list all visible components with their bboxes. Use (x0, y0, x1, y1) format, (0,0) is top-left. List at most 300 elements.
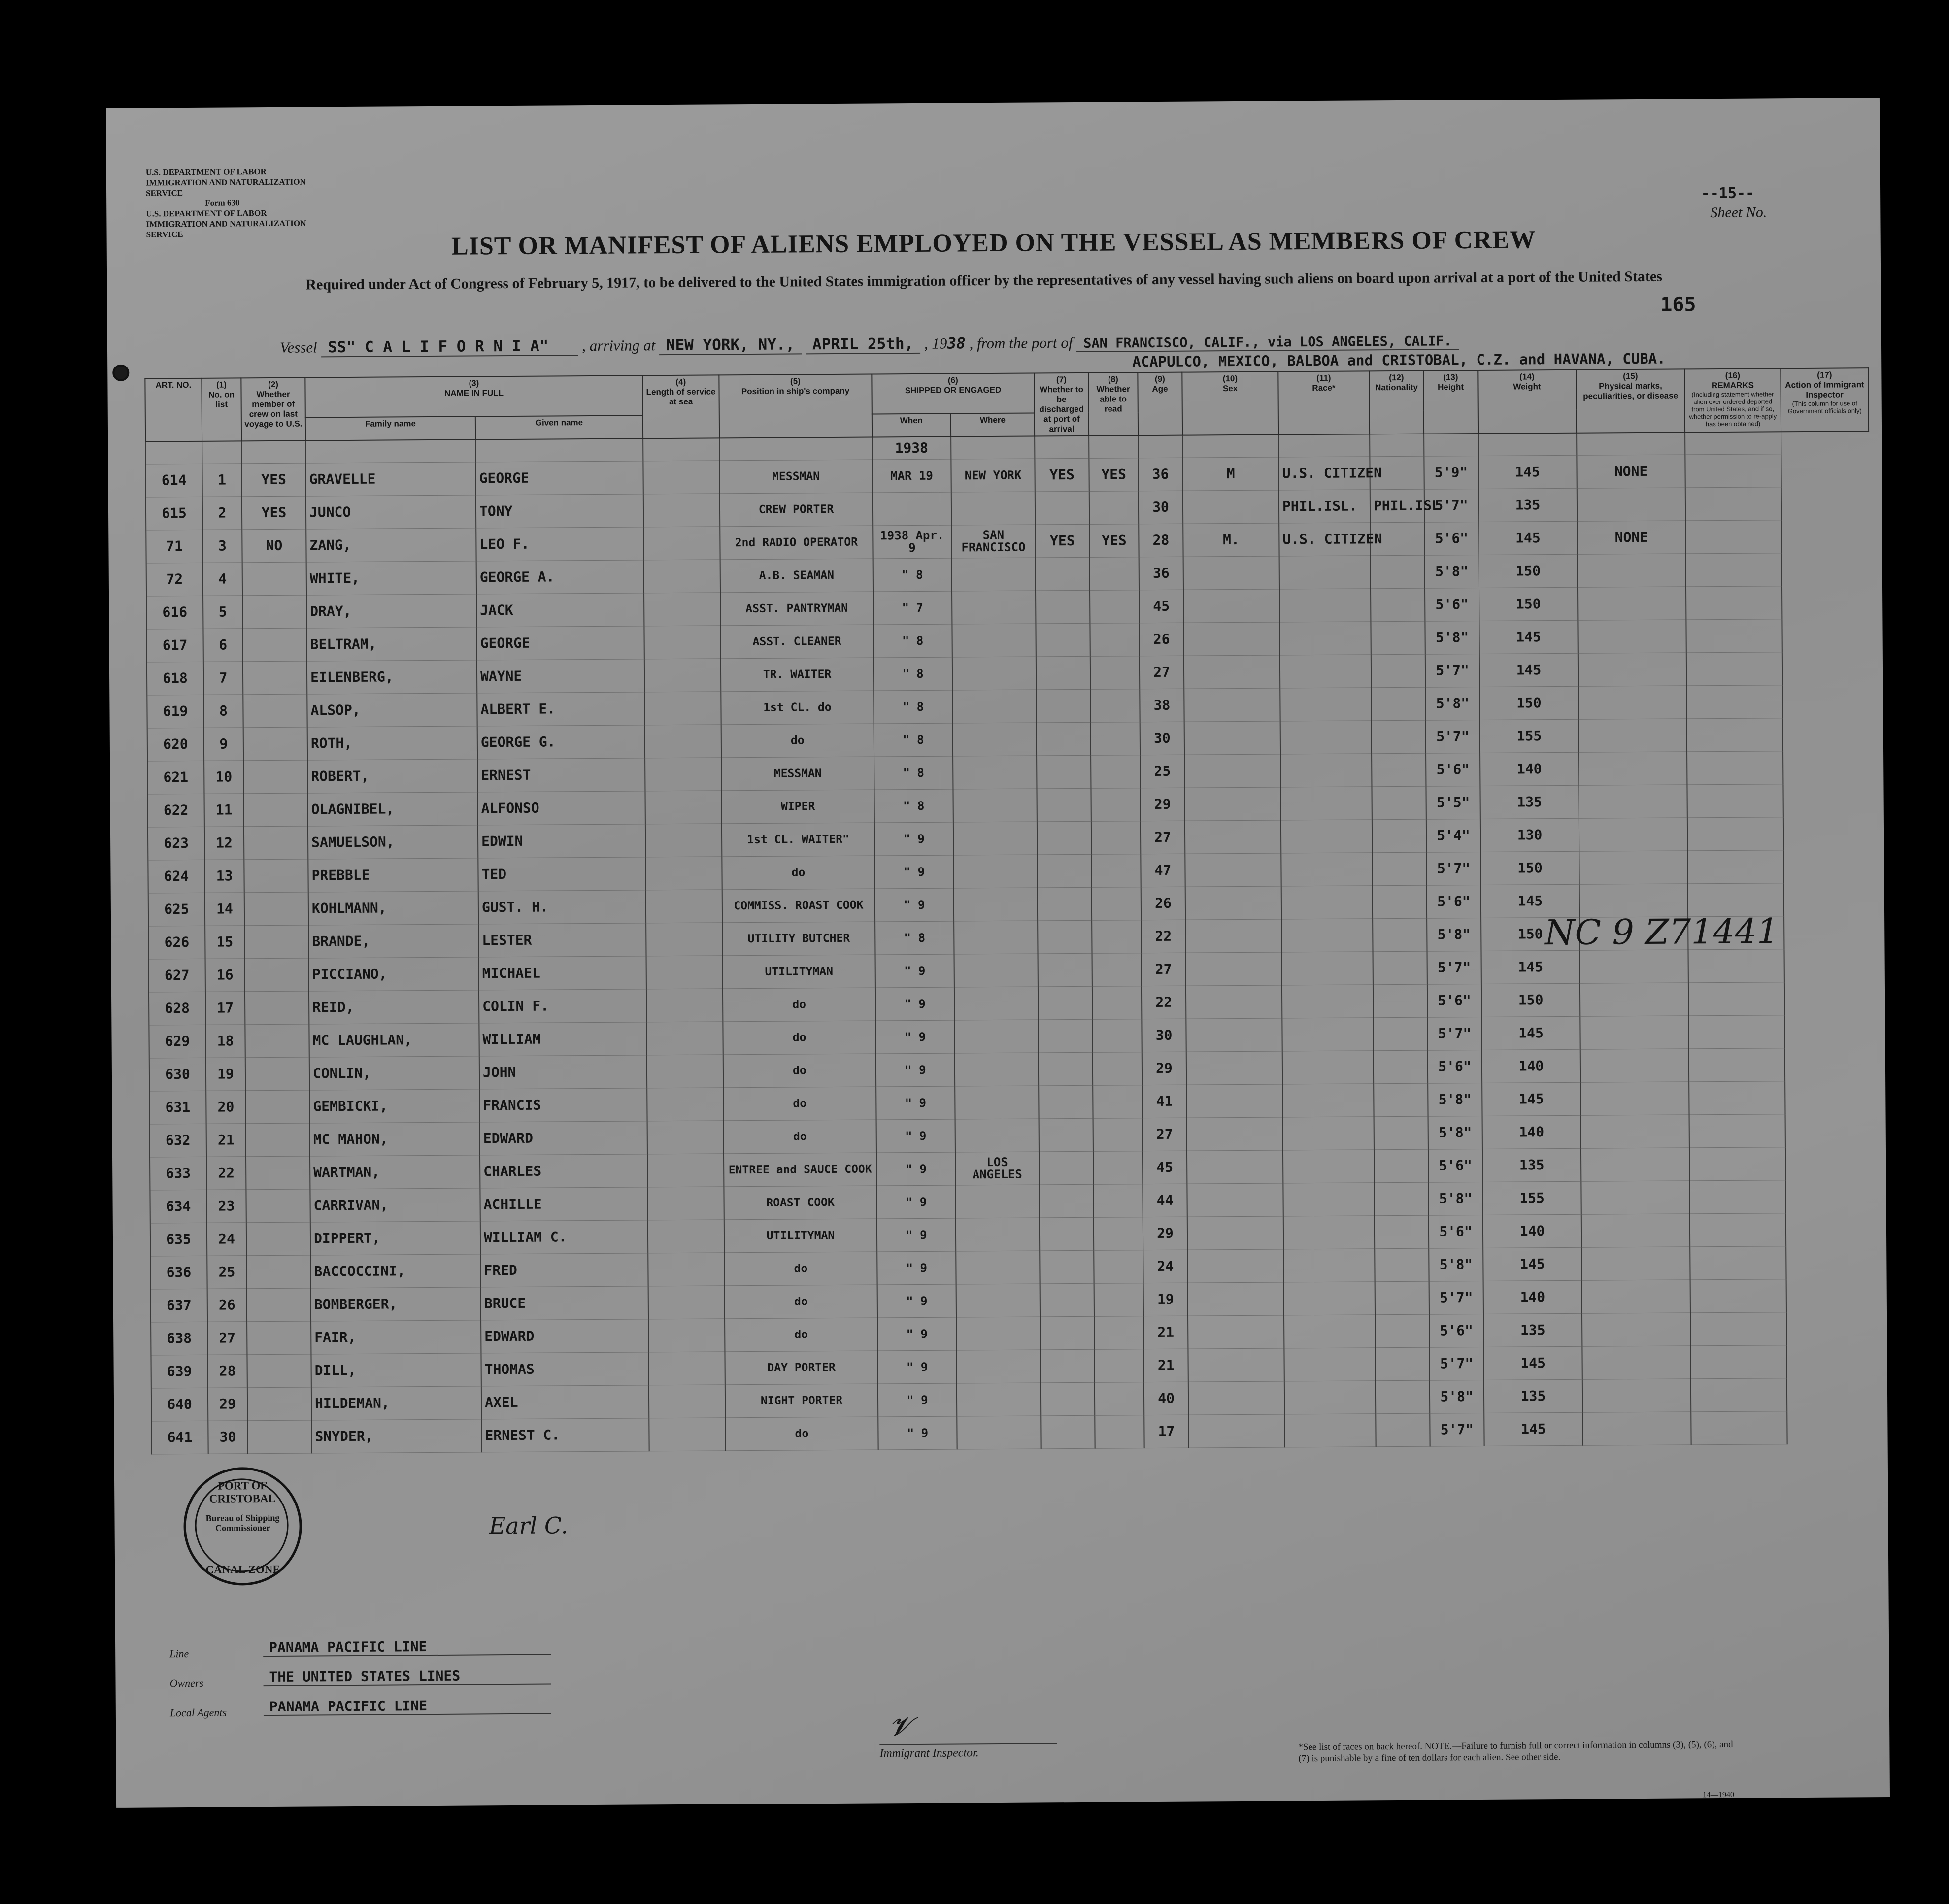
cell-age: 30 (1140, 722, 1184, 755)
cell-service-length (648, 1352, 725, 1385)
cell-family-name: BELTRAM, (306, 627, 476, 661)
cell-inspector-action (1689, 1180, 1785, 1214)
department-line: IMMIGRATION AND NATURALIZATION SERVICE (145, 177, 306, 198)
cell-list-number: 13 (204, 860, 244, 893)
vessel-label: Vessel (279, 338, 317, 356)
cell-race (1284, 1282, 1375, 1315)
cell-nationality (1373, 984, 1427, 1018)
cell-list-number: 3 (202, 530, 242, 563)
cell-weight: 150 (1481, 917, 1579, 951)
stamp-text-bottom: CANAL ZONE (205, 1563, 280, 1576)
cell-nationality (1372, 819, 1426, 853)
cell-height: 5'6" (1428, 1050, 1482, 1083)
cell-race (1284, 1348, 1375, 1381)
cell-position: MESSMAN (721, 757, 874, 791)
cell-last-voyage: YES (242, 496, 306, 530)
cell-service-length (645, 857, 722, 890)
cell-last-voyage (244, 892, 308, 926)
cell-art-number: 616 (146, 596, 203, 629)
cell-given-name: GUST. H. (478, 890, 646, 924)
cell-family-name: MC LAUGHLAN, (309, 1023, 479, 1057)
cell-age: 29 (1143, 1217, 1187, 1250)
cell-service-length (648, 1319, 725, 1352)
cell-weight: 155 (1482, 1181, 1581, 1215)
cell-age: 26 (1141, 887, 1185, 920)
cell-position: COMMISS. ROAST COOK (722, 889, 875, 923)
cell-inspector-action (1686, 685, 1782, 719)
cell-service-length (647, 1121, 724, 1154)
cell-inspector-action (1690, 1312, 1786, 1346)
cell-nationality (1371, 555, 1425, 589)
cell-service-length (646, 923, 722, 956)
cell-height: 5'8" (1428, 1116, 1482, 1149)
cell-race (1280, 688, 1371, 721)
cell-nationality (1375, 1347, 1429, 1381)
cell-physical-marks (1580, 1049, 1689, 1082)
cell-given-name: AXEL (481, 1385, 649, 1419)
cell-race (1279, 622, 1371, 655)
cell-physical-marks (1582, 1346, 1690, 1379)
cell-family-name: DIPPERT, (310, 1221, 480, 1255)
cell-discharged (1039, 1184, 1093, 1218)
cell-shipped-where: LOS ANGELES (955, 1152, 1039, 1185)
cell-family-name: WHITE, (306, 561, 476, 595)
cell-art-number: 632 (150, 1124, 206, 1157)
cell-position: ASST. PANTRYMAN (720, 592, 873, 626)
cell-position: do (723, 1054, 876, 1088)
cell-last-voyage (243, 694, 307, 728)
cell-service-length (643, 494, 720, 527)
cell-physical-marks (1580, 1016, 1688, 1049)
cell-physical-marks (1582, 1280, 1690, 1313)
cell-sex: M (1182, 457, 1278, 491)
col-header-discharged: (7) Whether to be discharged at port of arrival (1034, 373, 1089, 436)
cell-inspector-action (1686, 553, 1782, 587)
cell-weight: 130 (1480, 818, 1579, 852)
cell-art-number: 640 (151, 1388, 208, 1421)
cell-physical-marks (1578, 686, 1686, 719)
col-header-given-name: Given name (475, 415, 643, 439)
cell-able-to-read (1093, 1052, 1142, 1086)
cell-family-name: DILL, (311, 1353, 481, 1387)
cell-physical-marks: NONE (1577, 455, 1685, 488)
cell-art-number: 618 (147, 662, 203, 695)
cell-discharged (1036, 689, 1090, 723)
cell-age: 21 (1143, 1349, 1188, 1382)
cell-height: 5'7" (1426, 720, 1480, 753)
cell-inspector-action (1691, 1378, 1787, 1412)
cell-shipped-when: " 9 (874, 822, 953, 856)
cell-position: UTILITYMAN (724, 1219, 877, 1253)
cell-race (1280, 787, 1372, 820)
cell-position: A.B. SEAMAN (720, 559, 873, 593)
cell-art-number: 631 (149, 1091, 206, 1124)
cell-weight: 145 (1482, 1082, 1580, 1116)
cell-family-name: FAIR, (311, 1320, 481, 1354)
cell-service-length (648, 1253, 724, 1286)
cell-height: 5'6" (1427, 885, 1481, 918)
cell-able-to-read (1089, 491, 1139, 525)
arriving-port: NEW YORK, NY., (659, 335, 802, 355)
cell-family-name: BOMBERGER, (311, 1287, 481, 1321)
cell-service-length (644, 692, 721, 725)
cell-nationality (1371, 588, 1425, 622)
cell-given-name: BRUCE (481, 1286, 648, 1320)
cell-art-number: 620 (147, 728, 204, 761)
col-header-weight: (14) Weight (1478, 370, 1577, 434)
col-header-last-voyage: (2) Whether member of crew on last voyage to U.S. (241, 378, 305, 441)
cell-given-name: ACHILLE (480, 1187, 647, 1221)
cell-given-name: GEORGE (475, 461, 643, 495)
cell-able-to-read (1091, 755, 1140, 789)
cell-nationality (1371, 654, 1425, 688)
cell-position: do (725, 1318, 877, 1352)
cell-age: 27 (1143, 1118, 1187, 1151)
cell-art-number: 625 (148, 893, 205, 926)
cell-last-voyage (242, 562, 306, 596)
footer-note: *See list of races on back hereof. NOTE.—Failure to furnish full or correct information in columns (3), (5), (6), and (7) is punishable by a fine of ten dollars for each alien. See other side. (1298, 1739, 1733, 1764)
cell-shipped-where (953, 855, 1037, 888)
cell-family-name: MC MAHON, (310, 1122, 480, 1156)
cell-age: 27 (1141, 821, 1185, 854)
cell-age: 36 (1139, 557, 1183, 590)
manifest-sheet (106, 98, 1890, 1808)
cell-race (1282, 952, 1373, 985)
cell-inspector-action (1687, 850, 1783, 884)
cell-shipped-where: NEW YORK (951, 459, 1035, 492)
cell-art-number: 629 (149, 1025, 205, 1058)
cell-last-voyage (243, 760, 307, 794)
cell-given-name: CHARLES (480, 1154, 647, 1188)
cell-shipped-when: 1938 Apr. 9 (873, 525, 951, 559)
cell-inspector-action (1685, 487, 1781, 521)
cell-given-name: EDWARD (481, 1319, 648, 1353)
cell-inspector-action (1690, 1246, 1786, 1280)
cell-list-number: 19 (206, 1058, 245, 1091)
cell-service-length (644, 560, 720, 593)
cell-shipped-where (954, 987, 1038, 1020)
cell-race (1283, 1216, 1375, 1249)
cell-height: 5'6" (1429, 1215, 1483, 1248)
cell-sex (1186, 1018, 1282, 1052)
cell-nationality (1373, 918, 1427, 952)
col-header-remarks: (16) REMARKS (Including statement whether alien ever ordered deported from United States, and if so, whether permission to re-apply has been obtained) (1684, 368, 1781, 432)
cell-given-name: GEORGE G. (477, 725, 645, 759)
cell-position: do (723, 1087, 876, 1121)
cell-able-to-read (1093, 1085, 1142, 1119)
cell-race (1282, 985, 1373, 1018)
cell-shipped-when: " 9 (875, 987, 954, 1021)
cell-race (1282, 1018, 1373, 1051)
cell-inspector-action (1688, 949, 1784, 983)
cell-last-voyage (247, 1420, 311, 1454)
cell-height: 5'6" (1425, 588, 1479, 621)
cell-age: 27 (1142, 953, 1186, 986)
cell-shipped-where (956, 1251, 1040, 1284)
cell-service-length (645, 725, 721, 758)
cell-nationality (1376, 1413, 1430, 1447)
cell-given-name: THOMAS (481, 1352, 648, 1386)
cell-shipped-where (955, 1086, 1039, 1119)
cell-physical-marks (1581, 1115, 1689, 1148)
cell-height: 5'6" (1429, 1314, 1483, 1347)
cristobal-port-stamp (183, 1467, 302, 1586)
cell-nationality (1372, 786, 1426, 820)
cell-service-length (646, 956, 723, 989)
cell-given-name: ALFONSO (477, 791, 645, 825)
cell-art-number: 635 (150, 1223, 207, 1256)
cell-list-number: 30 (208, 1421, 247, 1454)
col-header-when: When (872, 413, 951, 437)
cell-family-name: SNYDER, (311, 1419, 481, 1453)
cell-discharged (1041, 1415, 1095, 1449)
stamp-text-middle: Bureau of Shipping Commissioner (205, 1512, 280, 1533)
cell-given-name: FRED (480, 1253, 648, 1287)
cell-shipped-where (956, 1317, 1040, 1350)
cell-age: 38 (1140, 689, 1184, 722)
cell-family-name: ZANG, (306, 528, 476, 562)
cell-service-length (647, 1187, 724, 1220)
cell-art-number: 619 (147, 695, 203, 728)
cell-given-name: JACK (476, 593, 644, 627)
cell-discharged (1038, 887, 1092, 921)
cell-weight: 150 (1479, 686, 1578, 720)
cell-family-name: HILDEMAN, (311, 1386, 481, 1420)
cell-art-number: 623 (148, 827, 204, 860)
cell-height: 5'7" (1424, 489, 1479, 522)
cell-sex (1188, 1315, 1284, 1349)
col-header-shipped: (6) SHIPPED OR ENGAGED (872, 373, 1035, 414)
cell-shipped-where (957, 1383, 1041, 1416)
cell-age: 29 (1140, 788, 1184, 821)
cell-last-voyage (246, 1156, 310, 1190)
cell-list-number: 2 (202, 497, 242, 530)
cell-family-name: GRAVELLE (305, 462, 475, 496)
cell-weight: 145 (1479, 521, 1577, 555)
cell-age: 22 (1141, 920, 1185, 953)
cell-art-number: 617 (146, 629, 203, 662)
cell-sex (1184, 787, 1280, 821)
cell-list-number: 22 (206, 1157, 246, 1190)
cell-sex (1183, 556, 1279, 590)
cell-height: 5'7" (1429, 1347, 1483, 1380)
cell-service-length (646, 989, 723, 1022)
cell-sex (1184, 655, 1280, 689)
cell-able-to-read (1092, 1019, 1142, 1053)
cell-weight: 155 (1480, 719, 1579, 753)
inspector-label: Immigrant Inspector. (879, 1743, 1057, 1760)
cell-last-voyage (246, 1222, 310, 1256)
cell-weight: 140 (1483, 1214, 1581, 1248)
cell-inspector-action (1689, 1147, 1785, 1181)
cell-service-length (644, 593, 720, 626)
col-header-race: (11) Race* (1278, 371, 1370, 434)
arriving-date: APRIL 25th, (806, 335, 921, 354)
cell-service-length (646, 1022, 723, 1055)
cell-inspector-action (1685, 520, 1781, 554)
cell-nationality (1374, 1182, 1428, 1216)
cell-list-number: 21 (206, 1124, 246, 1157)
cell-art-number: 628 (149, 992, 205, 1025)
cell-age: 29 (1142, 1052, 1186, 1085)
cell-physical-marks (1579, 785, 1687, 818)
cell-list-number: 7 (203, 662, 243, 695)
cell-able-to-read (1090, 689, 1140, 723)
cell-shipped-when: " 8 (874, 789, 953, 823)
cell-physical-marks (1581, 1214, 1690, 1247)
cell-able-to-read (1092, 887, 1141, 921)
cell-height: 5'7" (1427, 1017, 1481, 1050)
cell-position: 2nd RADIO OPERATOR (720, 526, 873, 560)
cell-family-name: SAMUELSON, (308, 825, 478, 859)
cell-height: 5'8" (1427, 918, 1481, 951)
cell-art-number: 624 (148, 860, 204, 893)
cell-age: 19 (1143, 1283, 1188, 1316)
cell-service-length (643, 461, 719, 494)
cell-age: 24 (1143, 1250, 1187, 1283)
footer-agents-label: Local Agents (169, 1706, 227, 1719)
cell-weight: 145 (1478, 455, 1577, 489)
cell-service-length (647, 1055, 723, 1088)
cell-service-length (648, 1286, 725, 1319)
cell-position: ENTREE and SAUCE COOK (724, 1153, 876, 1187)
cell-shipped-when: " 7 (873, 591, 952, 625)
cell-shipped-when: " 8 (875, 921, 954, 955)
cell-sex (1183, 589, 1279, 623)
cell-sex (1187, 1183, 1283, 1217)
cell-age: 28 (1139, 524, 1183, 557)
cell-age: 45 (1143, 1151, 1187, 1184)
cell-given-name: LEO F. (476, 527, 643, 561)
cell-race: PHIL.ISL. (1279, 490, 1370, 523)
cell-race (1279, 589, 1371, 622)
department-line: U.S. DEPARTMENT OF LABOR (146, 208, 267, 219)
cell-shipped-where (952, 690, 1036, 723)
form-number-header: Form 630 (205, 198, 240, 208)
cell-height: 5'7" (1430, 1413, 1484, 1446)
cell-discharged: YES (1035, 458, 1089, 492)
cell-inspector-action (1690, 1345, 1786, 1379)
cell-shipped-when: " 9 (874, 855, 953, 889)
cell-height: 5'8" (1425, 621, 1479, 654)
cell-race (1283, 1150, 1374, 1183)
cell-weight: 145 (1484, 1412, 1582, 1446)
cell-position: CREW PORTER (720, 493, 873, 527)
cell-shipped-where (955, 1185, 1039, 1218)
cell-list-number: 1 (202, 464, 241, 497)
year-suffix: 38 (947, 334, 966, 353)
cell-able-to-read (1091, 722, 1140, 756)
footer-line-label: Line (169, 1647, 189, 1660)
col-header-age: (9) Age (1138, 372, 1182, 436)
from-label: , from the port of (969, 334, 1073, 352)
cell-sex (1184, 721, 1280, 755)
cell-last-voyage (246, 1255, 310, 1289)
cell-physical-marks (1578, 653, 1686, 686)
cell-race (1282, 1051, 1374, 1084)
cell-shipped-where (952, 591, 1036, 624)
cell-shipped-when: " 8 (873, 624, 952, 658)
cell-shipped-where (957, 1416, 1041, 1449)
cell-physical-marks (1580, 983, 1688, 1016)
cell-nationality (1374, 1050, 1428, 1084)
cell-shipped-where (953, 756, 1037, 789)
cell-shipped-when: " 8 (874, 657, 952, 691)
cell-list-number: 14 (205, 893, 244, 926)
cell-sex: M. (1183, 523, 1279, 557)
cell-discharged (1040, 1349, 1094, 1383)
cell-list-number: 12 (204, 827, 244, 860)
cell-given-name: JOHN (479, 1055, 647, 1089)
cell-family-name: REID, (309, 990, 479, 1024)
cell-position: MESSMAN (719, 460, 872, 494)
cell-discharged (1037, 854, 1091, 888)
cell-weight: 135 (1480, 785, 1579, 819)
cell-inspector-action (1689, 1081, 1785, 1115)
cell-list-number: 20 (206, 1091, 245, 1124)
cell-discharged (1037, 821, 1091, 855)
cell-race (1281, 820, 1372, 853)
cell-able-to-read (1090, 656, 1140, 690)
cell-physical-marks (1579, 851, 1687, 884)
cell-last-voyage (247, 1387, 311, 1421)
cell-weight: 145 (1481, 1016, 1580, 1050)
department-line: IMMIGRATION AND NATURALIZATION SERVICE (146, 218, 306, 239)
cell-age: 40 (1144, 1382, 1188, 1415)
cell-height: 5'8" (1428, 1083, 1482, 1116)
cell-nationality (1374, 1083, 1428, 1117)
cell-family-name: ROBERT, (307, 759, 477, 793)
cell-physical-marks (1578, 620, 1686, 653)
cell-age: 30 (1139, 491, 1183, 524)
cell-service-length (645, 791, 721, 824)
cell-sex (1183, 622, 1279, 656)
cell-weight: 150 (1480, 851, 1579, 885)
cell-inspector-action (1686, 619, 1782, 653)
cell-last-voyage (246, 1189, 310, 1223)
cell-list-number: 24 (207, 1223, 246, 1256)
cell-position: TR. WAITER (721, 658, 874, 692)
cell-shipped-where (953, 723, 1037, 756)
cell-race (1280, 721, 1372, 754)
cell-height: 5'7" (1429, 1281, 1483, 1314)
cell-sex (1187, 1150, 1283, 1184)
cell-sex (1185, 853, 1281, 887)
cell-family-name: BRANDE, (308, 924, 478, 958)
cell-service-length (644, 626, 720, 659)
cell-service-length (649, 1385, 725, 1418)
cell-shipped-where (954, 954, 1038, 987)
cell-given-name: FRANCIS (479, 1088, 647, 1122)
cell-sex (1187, 1216, 1283, 1250)
cell-family-name: ROTH, (307, 726, 477, 760)
cell-list-number: 23 (206, 1190, 246, 1223)
cell-last-voyage (243, 727, 307, 761)
inspector-signature: 𝓥 (889, 1712, 911, 1742)
cell-physical-marks (1582, 1412, 1691, 1445)
cell-height: 5'4" (1426, 819, 1480, 852)
cell-shipped-when: " 9 (876, 1119, 955, 1153)
cell-discharged (1040, 1316, 1094, 1350)
cell-last-voyage (246, 1123, 310, 1157)
cell-race (1284, 1414, 1376, 1447)
cell-weight: 145 (1481, 884, 1579, 918)
cell-nationality (1372, 852, 1426, 886)
cell-last-voyage (244, 859, 308, 893)
cell-position: do (725, 1417, 878, 1451)
cell-art-number: 626 (148, 926, 205, 959)
cell-position: do (724, 1120, 876, 1154)
